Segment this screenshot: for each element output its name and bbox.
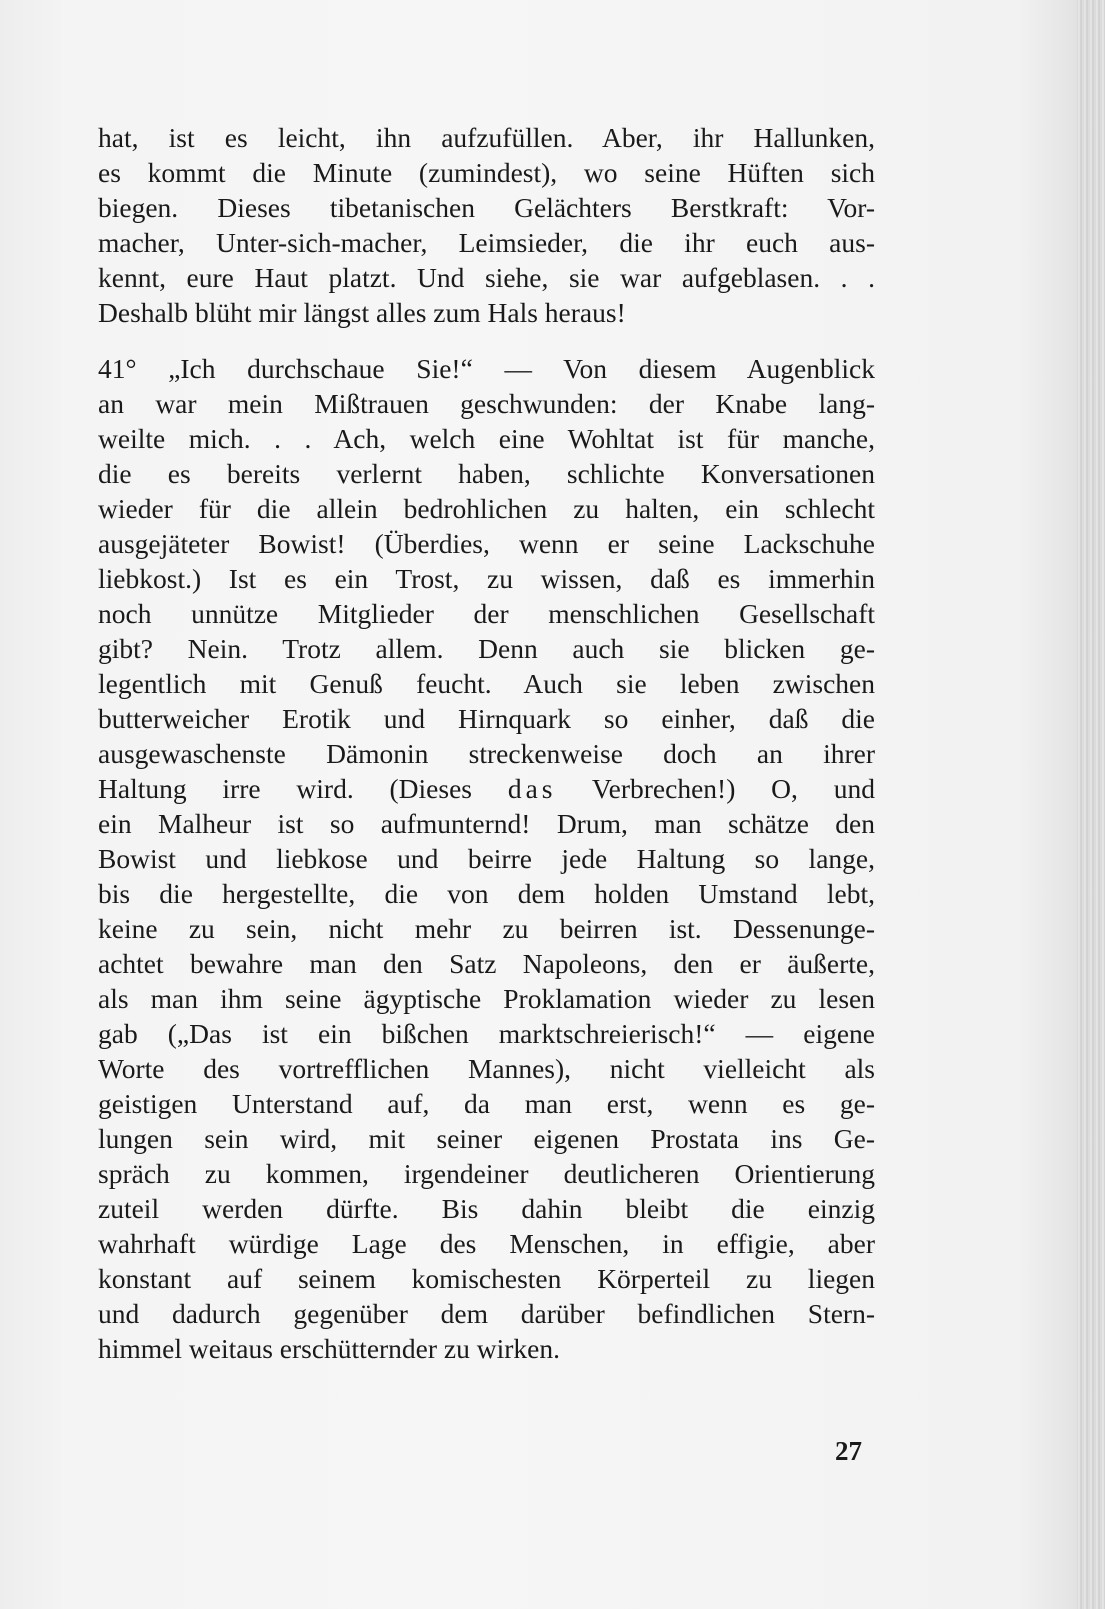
text-line: wieder für die allein bedrohlichen zu halten, ein schlecht (98, 493, 875, 524)
text-line: liebkost.) Ist es ein Trost, zu wissen, daß es immerhin (98, 563, 875, 594)
text-line: ein Malheur ist so aufmunternd! Drum, man schätze den (98, 808, 875, 839)
text-line: gab („Das ist ein bißchen marktschreierisch!“ — eigene (98, 1018, 875, 1049)
text-line-numbered (98, 351, 875, 386)
text-line: macher, Unter-sich-macher, Leimsieder, die ihr euch aus- (98, 227, 875, 258)
text-line: himmel weitaus erschütternder zu wirken. (98, 1333, 560, 1364)
spaced-emphasis: das (507, 773, 557, 804)
body-text (98, 120, 875, 1366)
text-line: es kommt die Minute (zumindest), wo seine Hüften sich (98, 157, 875, 188)
text-line: geistigen Unterstand auf, da man erst, wenn es ge- (98, 1088, 875, 1119)
text-fragment: Haltung irre wird. (Dieses (98, 773, 472, 804)
text-line: bis die hergestellte, die von dem holden Umstand lebt, (98, 878, 875, 909)
text-line: noch unnütze Mitglieder der menschlichen Gesellschaft (98, 598, 875, 629)
text-line-spaced (98, 771, 875, 806)
page-number: 27 (835, 1436, 862, 1466)
text-line: achtet bewahre man den Satz Napoleons, den er äußerte, (98, 948, 875, 979)
text-line: Bowist und liebkose und beirre jede Haltung so lange, (98, 843, 875, 874)
text-line: ausgewaschenste Dämonin streckenweise doch an ihrer (98, 738, 875, 769)
text-line: an war mein Mißtrauen geschwunden: der Knabe lang- (98, 388, 875, 419)
paragraph-number: 41° (98, 353, 137, 384)
text-line: keine zu sein, nicht mehr zu beirren ist. Dessenunge- (98, 913, 875, 944)
paragraph-gap (98, 330, 875, 351)
page-edge (1077, 0, 1105, 1609)
text-line: als man ihm seine ägyptische Proklamation wieder zu lesen (98, 983, 875, 1014)
text-line: weilte mich. . . Ach, welch eine Wohltat ist für manche, (98, 423, 875, 454)
text-fragment: Verbrechen!) O, und (591, 773, 875, 804)
text-fragment: „Ich durchschaue Sie!“ — Von diesem Augenblick (168, 353, 875, 384)
text-line: legentlich mit Genuß feucht. Auch sie leben zwischen (98, 668, 875, 699)
text-line: konstant auf seinem komischesten Körperteil zu liegen (98, 1263, 875, 1294)
text-line: butterweicher Erotik und Hirnquark so einher, daß die (98, 703, 875, 734)
text-line: die es bereits verlernt haben, schlichte Konversationen (98, 458, 875, 489)
text-line: Deshalb blüht mir längst alles zum Hals heraus! (98, 297, 626, 328)
text-line: Worte des vortrefflichen Mannes), nicht vielleicht als (98, 1053, 875, 1084)
text-line: kennt, eure Haut platzt. Und siehe, sie war aufgeblasen. . . (98, 262, 875, 293)
text-line: lungen sein wird, mit seiner eigenen Prostata ins Ge- (98, 1123, 875, 1154)
text-line: hat, ist es leicht, ihn aufzufüllen. Aber, ihr Hallunken, (98, 122, 875, 153)
text-line: biegen. Dieses tibetanischen Gelächters Berstkraft: Vor- (98, 192, 875, 223)
text-line: wahrhaft würdige Lage des Menschen, in effigie, aber (98, 1228, 875, 1259)
text-line: und dadurch gegenüber dem darüber befindlichen Stern- (98, 1298, 875, 1329)
text-line: gibt? Nein. Trotz allem. Denn auch sie blicken ge- (98, 633, 875, 664)
text-line: spräch zu kommen, irgendeiner deutlicheren Orientierung (98, 1158, 875, 1189)
text-line: zuteil werden dürfte. Bis dahin bleibt die einzig (98, 1193, 875, 1224)
text-line: ausgejäteter Bowist! (Überdies, wenn er seine Lackschuhe (98, 528, 875, 559)
